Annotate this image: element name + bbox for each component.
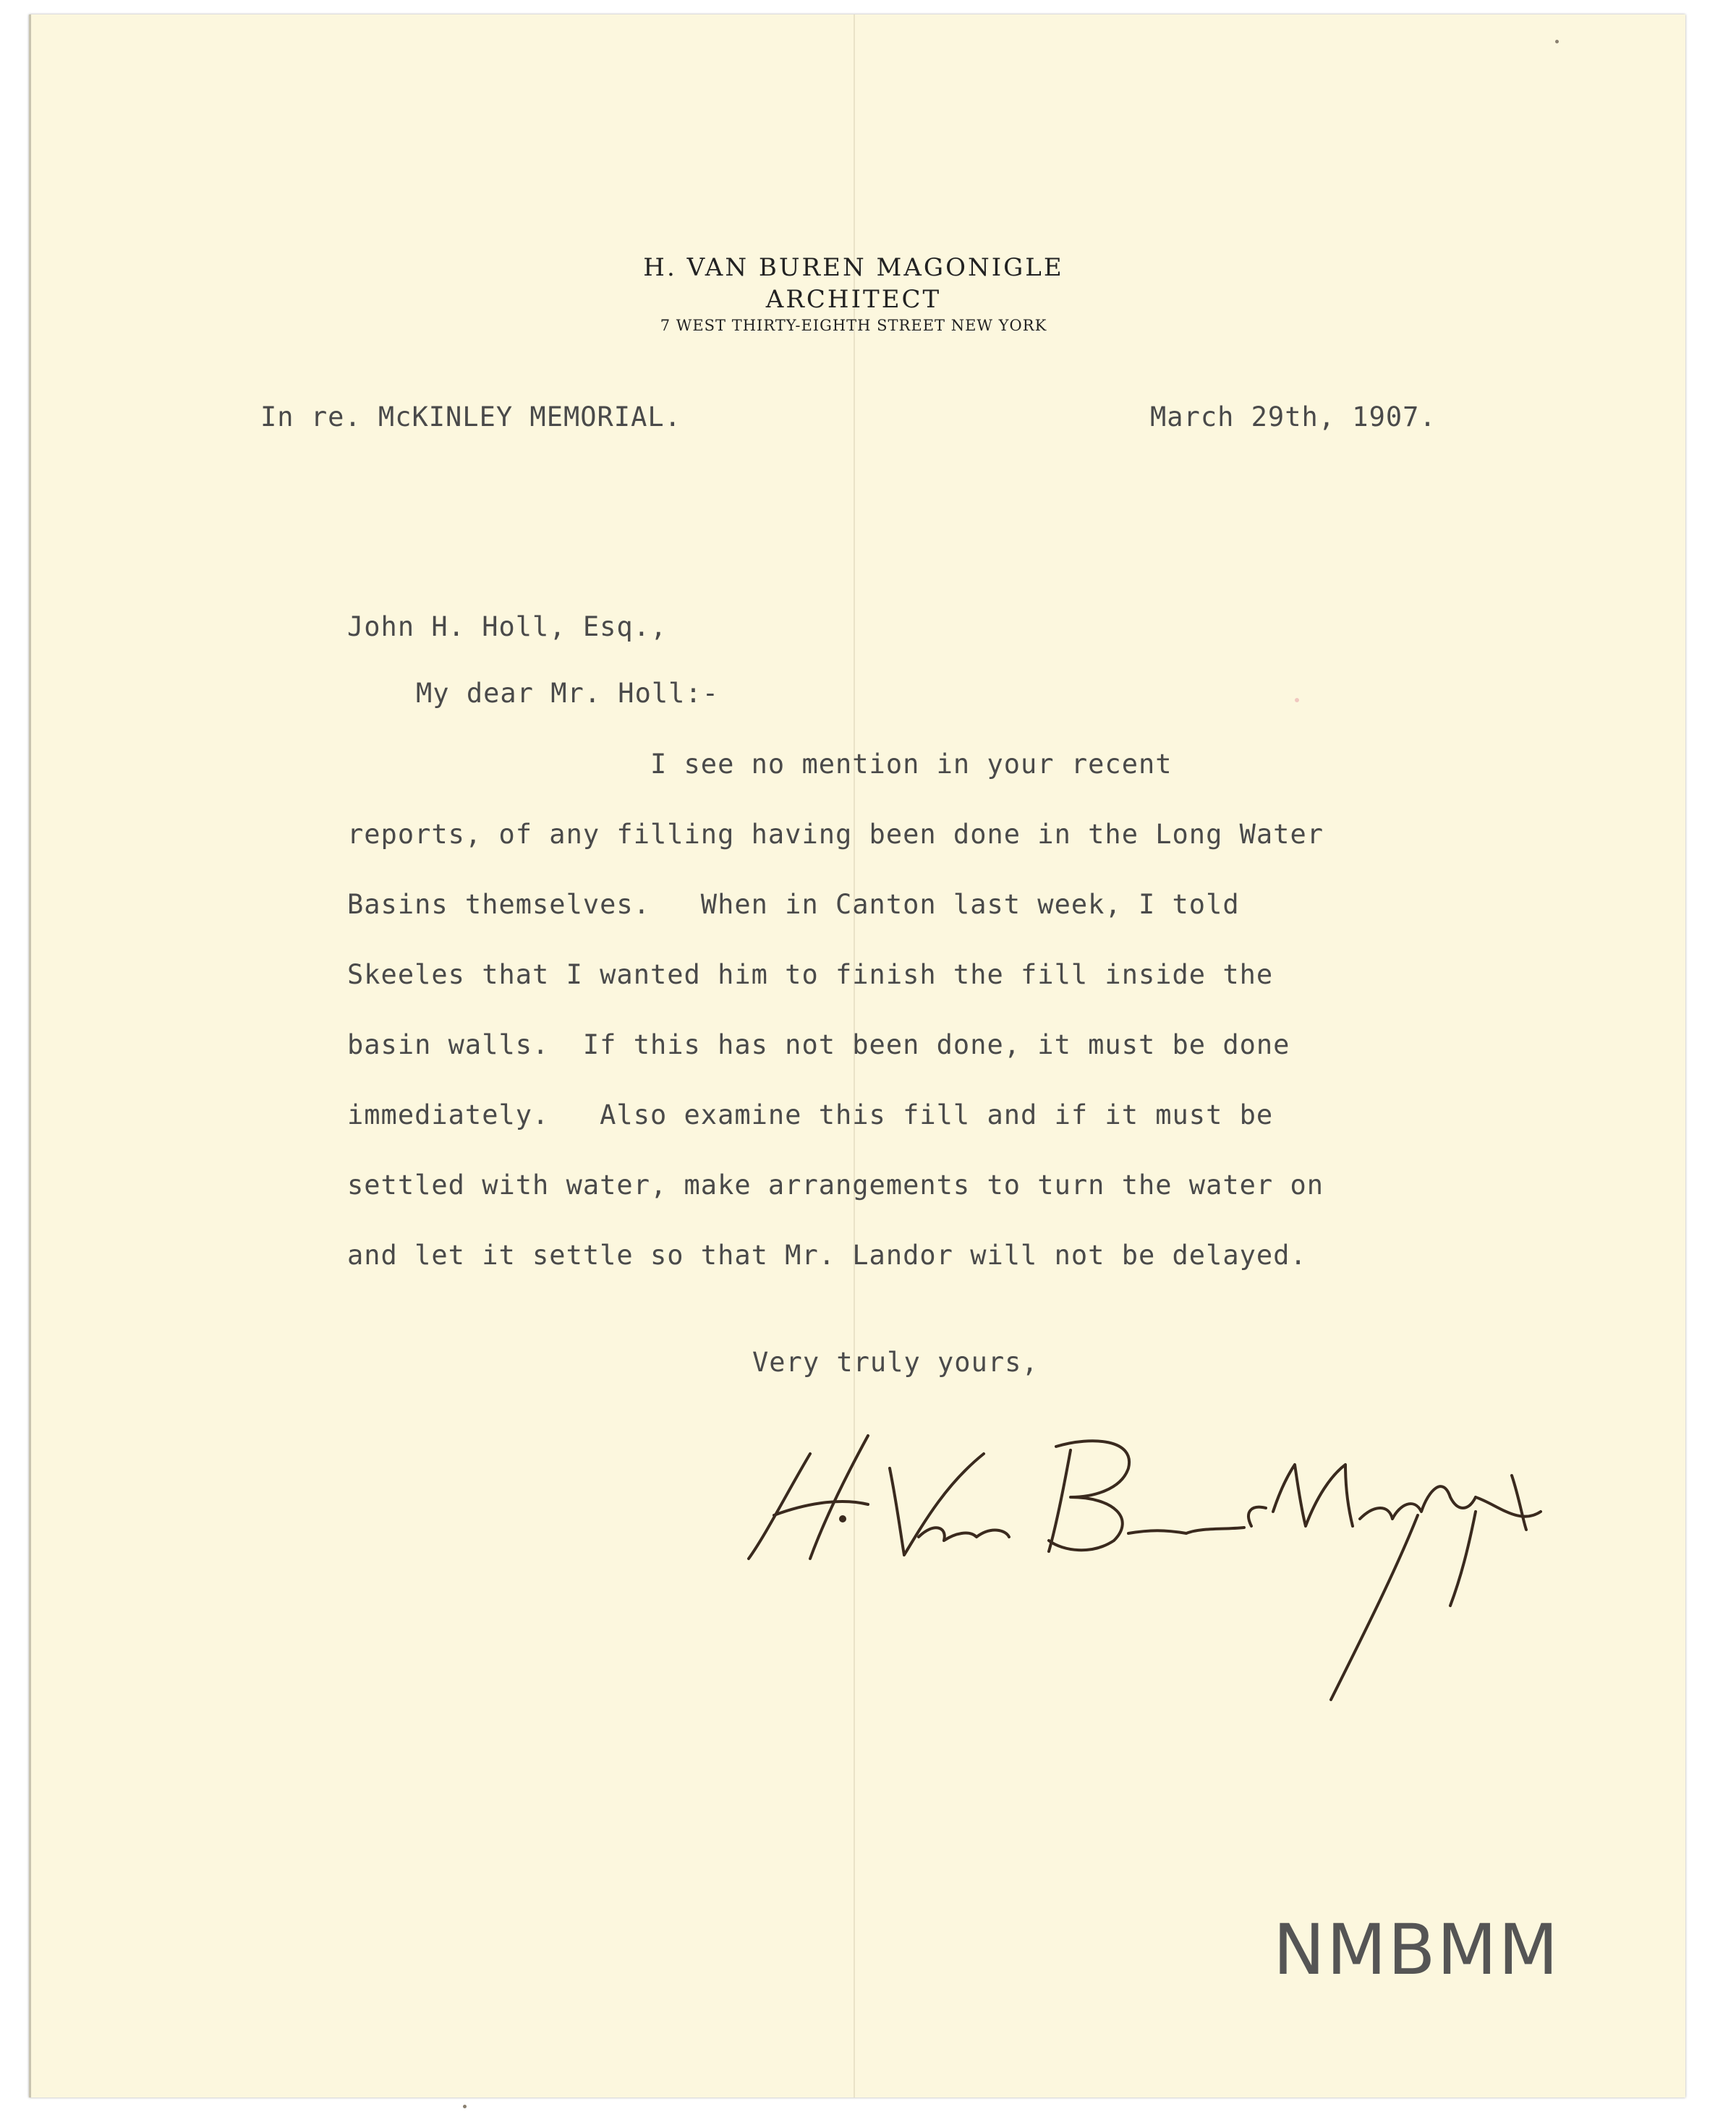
letterhead-title: ARCHITECT bbox=[765, 285, 942, 314]
reference-line: In re. McKINLEY MEMORIAL. bbox=[260, 401, 681, 433]
letter-date: March 29th, 1907. bbox=[1150, 401, 1437, 433]
closing: Very truly yours, bbox=[752, 1347, 1039, 1378]
watermark-text: NMBMM bbox=[1273, 1909, 1560, 1990]
letterhead bbox=[506, 253, 1201, 334]
body-line: basin walls. If this has not been done, it must be done bbox=[347, 1029, 1290, 1060]
body-line: reports, of any filling having been done in the Long Water bbox=[347, 819, 1324, 850]
letterhead-address: 7 WEST THIRTY-EIGHTH STREET NEW YORK bbox=[660, 317, 1047, 334]
body-line: Skeeles that I wanted him to finish the fill inside the bbox=[347, 959, 1274, 990]
body-line: I see no mention in your recent bbox=[347, 749, 1173, 780]
paper-speck bbox=[1295, 698, 1299, 702]
body-line: settled with water, make arrangements to turn the water on bbox=[347, 1170, 1324, 1201]
body-line: and let it settle so that Mr. Landor will not be delayed. bbox=[347, 1240, 1307, 1271]
letter-body bbox=[347, 749, 1374, 1310]
body-line: Basins themselves. When in Canton last week, I told bbox=[347, 889, 1240, 920]
letterhead-name: H. VAN BUREN MAGONIGLE bbox=[643, 253, 1064, 282]
salutation: My dear Mr. Holl:- bbox=[416, 678, 719, 709]
paper-edge bbox=[29, 14, 31, 2097]
paper-speck bbox=[463, 2105, 467, 2108]
body-line: immediately. Also examine this fill and if it must be bbox=[347, 1099, 1274, 1130]
recipient: John H. Holl, Esq., bbox=[347, 611, 668, 642]
handwritten-signature bbox=[745, 1396, 1562, 1714]
paper-speck bbox=[1555, 40, 1559, 43]
